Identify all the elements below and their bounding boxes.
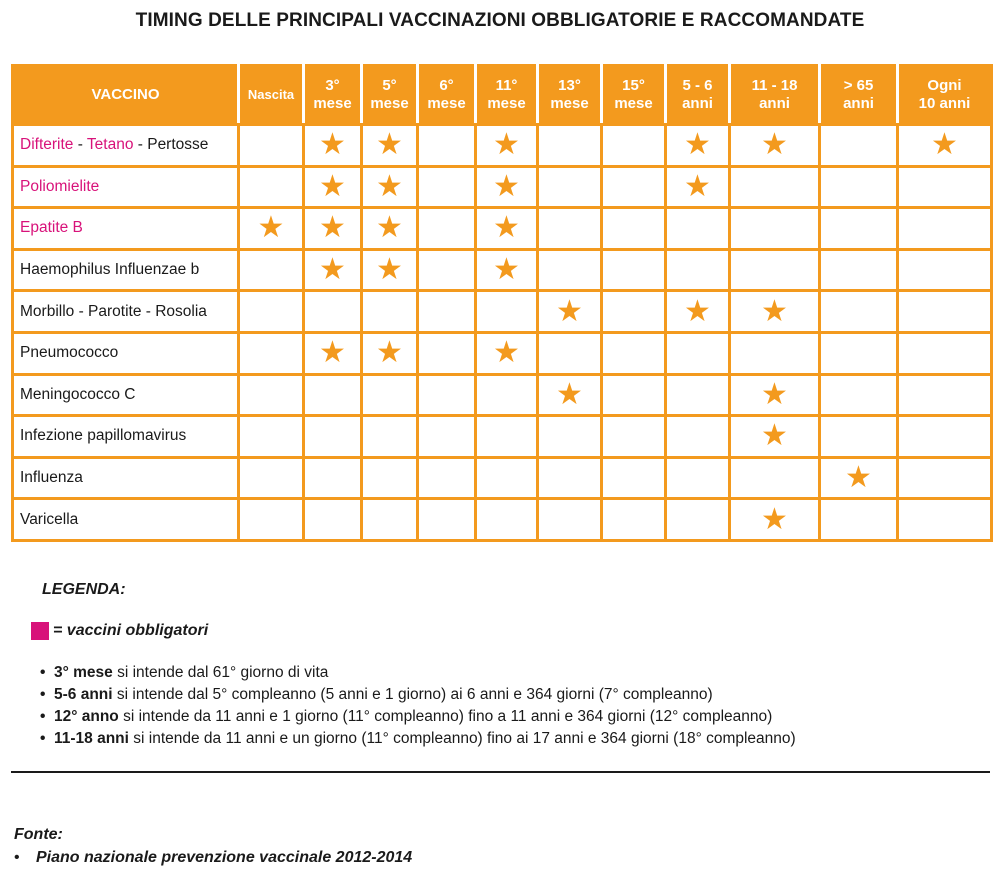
table-row	[13, 249, 992, 291]
schedule-cell	[898, 291, 992, 333]
star-icon: ★	[319, 128, 346, 162]
star-icon: ★	[493, 128, 520, 162]
header-col-line: anni	[843, 95, 874, 112]
schedule-cell	[602, 416, 666, 458]
header-col	[362, 66, 418, 125]
schedule-cell	[476, 125, 538, 167]
schedule-cell	[602, 374, 666, 416]
legend-note	[40, 728, 796, 750]
table-row	[13, 457, 992, 499]
page-title: TIMING DELLE PRINCIPALI VACCINAZIONI OBBLIGATORIE E RACCOMANDATE	[135, 10, 865, 31]
vaccine-name-text: -	[73, 136, 87, 154]
schedule-cell	[239, 291, 304, 333]
legend-note-term: 12° anno	[54, 708, 119, 725]
schedule-cell	[898, 208, 992, 250]
legend-note	[40, 684, 796, 706]
schedule-cell	[538, 291, 602, 333]
header-col-line: 6°	[439, 77, 454, 94]
schedule-cell	[602, 249, 666, 291]
header-vaccine: VACCINO	[13, 66, 239, 125]
table-row	[13, 416, 992, 458]
star-icon: ★	[931, 128, 958, 162]
schedule-cell	[476, 457, 538, 499]
schedule-cell	[362, 499, 418, 541]
table-body	[13, 125, 992, 541]
vaccine-name-text: - Pertosse	[133, 136, 209, 154]
legend-note-text: si intende dal 61° giorno di vita	[112, 664, 329, 681]
legend-title: LEGENDA:	[42, 581, 126, 598]
star-icon: ★	[761, 419, 788, 453]
schedule-cell	[898, 499, 992, 541]
header-col-line: Nascita	[247, 87, 295, 102]
schedule-cell	[602, 332, 666, 374]
schedule-cell	[820, 291, 898, 333]
schedule-cell	[476, 416, 538, 458]
schedule-cell	[730, 332, 820, 374]
schedule-cell	[476, 332, 538, 374]
schedule-cell	[239, 499, 304, 541]
schedule-cell	[304, 499, 362, 541]
vaccine-name-cell	[13, 208, 239, 250]
header-col-line: anni	[682, 95, 713, 112]
star-icon: ★	[493, 169, 520, 203]
legend-note-term: 5-6 anni	[54, 686, 113, 703]
vaccine-name-mandatory: Epatite B	[20, 219, 83, 237]
star-icon: ★	[684, 169, 711, 203]
header-col	[239, 66, 304, 125]
schedule-cell	[820, 416, 898, 458]
schedule-cell	[239, 125, 304, 167]
header-col-line: 11°	[495, 77, 518, 94]
vaccine-name-text: Pneumococco	[20, 344, 119, 362]
schedule-cell	[304, 249, 362, 291]
vaccine-name-mandatory: Difterite	[20, 136, 74, 154]
star-icon: ★	[493, 336, 520, 370]
schedule-cell	[304, 166, 362, 208]
star-icon: ★	[376, 211, 403, 245]
schedule-cell	[730, 125, 820, 167]
schedule-cell	[362, 208, 418, 250]
star-icon: ★	[761, 377, 788, 411]
schedule-cell	[304, 457, 362, 499]
legend-note-text: si intende da 11 anni e un giorno (11° compleanno) fino ai 17 anni e 364 giorni (18° compleanno)	[128, 730, 796, 747]
schedule-cell	[898, 374, 992, 416]
star-icon: ★	[376, 253, 403, 287]
source-item	[14, 849, 412, 867]
schedule-cell	[304, 332, 362, 374]
schedule-cell	[304, 374, 362, 416]
star-icon: ★	[257, 211, 285, 245]
header-col	[898, 66, 992, 125]
schedule-cell	[602, 291, 666, 333]
header-col-line: 5 - 6	[682, 77, 713, 94]
star-icon: ★	[493, 211, 520, 245]
schedule-cell	[538, 499, 602, 541]
header-col	[304, 66, 362, 125]
schedule-cell	[538, 125, 602, 167]
header-col-line: 11 - 18	[751, 77, 798, 94]
header-col	[418, 66, 476, 125]
schedule-cell	[602, 125, 666, 167]
schedule-cell	[666, 332, 730, 374]
schedule-cell	[666, 416, 730, 458]
schedule-cell	[418, 374, 476, 416]
vaccine-name-text: Infezione papillomavirus	[20, 427, 187, 445]
vaccine-name-mandatory: Poliomielite	[20, 177, 100, 195]
legend-note-text: si intende dal 5° compleanno (5 anni e 1 giorno) ai 6 anni e 364 giorni (7° compleanno)	[112, 686, 713, 703]
schedule-cell	[730, 374, 820, 416]
schedule-cell	[362, 249, 418, 291]
schedule-cell	[602, 166, 666, 208]
schedule-cell	[239, 416, 304, 458]
vaccine-name-cell	[13, 332, 239, 374]
mandatory-swatch	[31, 622, 49, 640]
schedule-cell	[820, 125, 898, 167]
source-item-text: Piano nazionale prevenzione vaccinale 2012-2014	[36, 849, 413, 866]
header-col-line: 13°	[558, 77, 581, 94]
schedule-cell	[730, 291, 820, 333]
schedule-cell	[476, 166, 538, 208]
legend-note-term: 3° mese	[54, 664, 113, 681]
header-col-line: mese	[313, 95, 352, 112]
schedule-cell	[476, 499, 538, 541]
header-col	[538, 66, 602, 125]
vaccine-name-cell	[13, 457, 239, 499]
star-icon: ★	[376, 169, 403, 203]
schedule-cell	[538, 374, 602, 416]
star-icon: ★	[319, 211, 346, 245]
schedule-cell	[239, 166, 304, 208]
source-bullet: •	[14, 849, 20, 866]
schedule-cell	[362, 416, 418, 458]
header-col-line: mese	[427, 95, 466, 112]
vaccine-name-cell	[13, 499, 239, 541]
vaccine-name-mandatory: Tetano	[86, 136, 134, 154]
schedule-cell	[476, 291, 538, 333]
schedule-cell	[538, 457, 602, 499]
schedule-cell	[666, 125, 730, 167]
legend-note	[40, 662, 796, 684]
schedule-cell	[239, 374, 304, 416]
schedule-cell	[898, 416, 992, 458]
schedule-cell	[820, 457, 898, 499]
schedule-cell	[304, 125, 362, 167]
schedule-cell	[898, 125, 992, 167]
header-col-line: anni	[759, 95, 790, 112]
header-col	[476, 66, 538, 125]
schedule-cell	[239, 457, 304, 499]
schedule-cell	[418, 416, 476, 458]
schedule-cell	[730, 457, 820, 499]
legend-notes	[40, 662, 796, 750]
schedule-cell	[362, 374, 418, 416]
schedule-cell	[362, 457, 418, 499]
star-icon: ★	[845, 461, 872, 495]
schedule-cell	[602, 208, 666, 250]
schedule-cell	[239, 208, 304, 250]
table-row	[13, 374, 992, 416]
schedule-cell	[304, 291, 362, 333]
schedule-cell	[538, 166, 602, 208]
schedule-cell	[666, 499, 730, 541]
schedule-cell	[476, 249, 538, 291]
schedule-cell	[418, 457, 476, 499]
schedule-cell	[476, 374, 538, 416]
schedule-cell	[538, 332, 602, 374]
vaccine-name-text: Influenza	[20, 469, 83, 487]
vaccine-name-text: Morbillo - Parotite - Rosolia	[20, 302, 207, 320]
schedule-cell	[730, 249, 820, 291]
header-col-line: 5°	[382, 77, 397, 94]
star-icon: ★	[319, 169, 346, 203]
divider	[11, 771, 990, 773]
schedule-cell	[666, 374, 730, 416]
star-icon: ★	[684, 128, 711, 162]
vaccine-name-cell	[13, 125, 239, 167]
vaccine-name-text: Meningococco C	[20, 385, 136, 403]
table-row	[13, 166, 992, 208]
schedule-cell	[418, 208, 476, 250]
schedule-cell	[304, 208, 362, 250]
schedule-cell	[538, 208, 602, 250]
schedule-cell	[418, 125, 476, 167]
schedule-cell	[666, 166, 730, 208]
table-row	[13, 125, 992, 167]
star-icon: ★	[684, 294, 711, 328]
header-col	[666, 66, 730, 125]
header-col-line: Ogni	[927, 77, 962, 94]
schedule-cell	[820, 208, 898, 250]
schedule-cell	[730, 499, 820, 541]
schedule-cell	[898, 332, 992, 374]
header-col	[602, 66, 666, 125]
schedule-cell	[362, 291, 418, 333]
schedule-cell	[362, 332, 418, 374]
legend-mandatory-key	[31, 622, 208, 640]
schedule-cell	[239, 249, 304, 291]
star-icon: ★	[319, 253, 346, 287]
header-col-line: 3°	[325, 77, 340, 94]
schedule-cell	[239, 332, 304, 374]
schedule-cell	[666, 457, 730, 499]
header-col-line: mese	[614, 95, 653, 112]
schedule-cell	[304, 416, 362, 458]
schedule-cell	[418, 499, 476, 541]
star-icon: ★	[556, 377, 583, 411]
star-icon: ★	[493, 253, 520, 287]
table-row	[13, 208, 992, 250]
legend-note-term: 11-18 anni	[54, 730, 129, 747]
vaccine-name-cell	[13, 249, 239, 291]
schedule-cell	[476, 208, 538, 250]
table-header-row	[13, 66, 992, 125]
schedule-cell	[666, 249, 730, 291]
schedule-cell	[602, 499, 666, 541]
star-icon: ★	[376, 128, 403, 162]
table-row	[13, 499, 992, 541]
header-col-line: 15°	[622, 77, 645, 94]
schedule-cell	[820, 249, 898, 291]
header-col-line: mese	[370, 95, 409, 112]
vaccine-name-text: Haemophilus Influenzae b	[20, 261, 200, 279]
schedule-cell	[730, 166, 820, 208]
vaccine-name-cell	[13, 166, 239, 208]
schedule-cell	[898, 249, 992, 291]
schedule-cell	[898, 166, 992, 208]
legend-mandatory-label: = vaccini obbligatori	[53, 622, 209, 639]
header-col-line: > 65	[843, 77, 874, 94]
header-col	[820, 66, 898, 125]
schedule-cell	[820, 499, 898, 541]
schedule-cell	[820, 332, 898, 374]
source-title: Fonte:	[14, 826, 63, 843]
schedule-cell	[820, 166, 898, 208]
header-col	[730, 66, 820, 125]
legend-note-text: si intende da 11 anni e 1 giorno (11° compleanno) fino a 11 anni e 364 giorni (12° compleanno)	[118, 708, 773, 725]
header-col-line: mese	[550, 95, 589, 112]
schedule-cell	[362, 166, 418, 208]
schedule-cell	[418, 291, 476, 333]
schedule-cell	[418, 332, 476, 374]
star-icon: ★	[319, 336, 346, 370]
schedule-cell	[418, 249, 476, 291]
schedule-cell	[418, 166, 476, 208]
vaccine-name-text: Varicella	[20, 510, 79, 528]
star-icon: ★	[761, 128, 788, 162]
star-icon: ★	[556, 294, 583, 328]
schedule-cell	[730, 416, 820, 458]
star-icon: ★	[761, 502, 788, 536]
schedule-cell	[602, 457, 666, 499]
schedule-cell	[538, 416, 602, 458]
schedule-cell	[666, 208, 730, 250]
vaccination-schedule-table	[11, 64, 993, 542]
vaccine-name-cell	[13, 374, 239, 416]
vaccine-name-cell	[13, 291, 239, 333]
header-col-line: mese	[487, 95, 526, 112]
star-icon: ★	[761, 294, 788, 328]
schedule-cell	[820, 374, 898, 416]
schedule-cell	[730, 208, 820, 250]
header-col-line: 10 anni	[918, 95, 971, 112]
schedule-cell	[538, 249, 602, 291]
table-row	[13, 332, 992, 374]
schedule-cell	[666, 291, 730, 333]
schedule-cell	[898, 457, 992, 499]
legend-note	[40, 706, 796, 728]
schedule-cell	[362, 125, 418, 167]
table-row	[13, 291, 992, 333]
vaccine-name-cell	[13, 416, 239, 458]
star-icon: ★	[376, 336, 403, 370]
